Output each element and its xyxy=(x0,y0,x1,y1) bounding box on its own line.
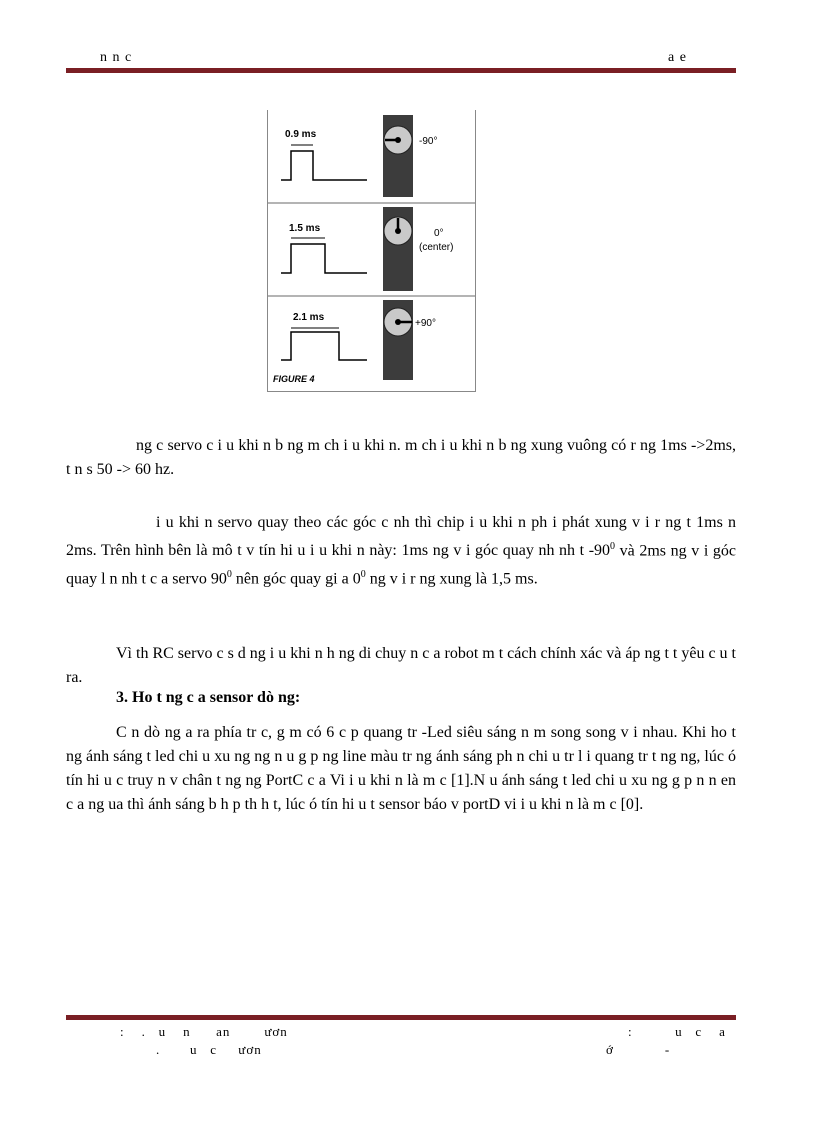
angle-sublabel-2: (center) xyxy=(419,242,454,253)
angle-label-1: -90° xyxy=(419,136,438,147)
pulse-label-1: 0.9 ms xyxy=(285,129,317,140)
header-right: a e xyxy=(668,50,687,65)
header-left: n n c xyxy=(100,50,133,65)
footer-left-line-1: : . u n an ươn xyxy=(120,1024,288,1039)
servo-pulse-figure xyxy=(267,110,476,392)
paragraph-1 xyxy=(66,434,736,482)
footer-left-line-2: . u c ươn xyxy=(156,1042,262,1057)
paragraph-2-text-a: i u khi n servo quay theo các góc c nh thì chip i u khi n ph i phát xung v i r ng t 1ms n 2ms. Trên hình bên là mô t v tín hi u i u khi n này: 1ms ng v i góc quay nh nh t -90 xyxy=(66,514,736,560)
pulse-label-3: 2.1 ms xyxy=(293,312,325,323)
paragraph-2-text-d: ng v i r ng xung là 1,5 ms. xyxy=(365,570,538,588)
superscript-1: 0 xyxy=(610,541,616,552)
superscript-2: 0 xyxy=(226,569,232,581)
section-heading: 3. Ho t ng c a sensor dò ng: xyxy=(116,689,301,706)
footer-right-line-2: ớ - xyxy=(606,1042,671,1057)
angle-label-2: 0° xyxy=(434,228,444,239)
footer-rule xyxy=(66,1015,736,1020)
paragraph-3: Vì th RC servo c s d ng i u khi n h ng di chuy n c a robot m t cách chính xác và áp ng t t yêu c u t ra. xyxy=(66,645,736,686)
header-rule xyxy=(66,68,736,73)
paragraph-2 xyxy=(66,511,736,592)
paragraph-1-text: ng c servo c i u khi n b ng m ch i u khi n. m ch i u khi n b ng xung vuông có r ng 1ms ->2ms, t n s 50 -> 60 hz. xyxy=(66,437,736,478)
paragraph-4: C n dò ng a ra phía tr c, g m có 6 c p quang tr -Led siêu sáng n m song song v i nhau. Khi ho t ng ánh sáng t led chi u xu ng ng n u g p ng line màu tr ng ánh sáng ph n chi u tr l i quang tr t ng ng, lúc ó tín hi u c truy n v chân t ng ng PortC c a Vi i u khi n là m c [1].N u ánh sáng t led chi u xu ng g p n n en c a ng ua thì ánh sáng b h p th h t, lúc ó tín hi u t sensor báo v portD vi i u khi n là m c [0]. xyxy=(66,724,736,813)
pulse-label-2: 1.5 ms xyxy=(289,223,321,234)
angle-label-3: +90° xyxy=(415,318,436,329)
footer-right-line-1: : u c a xyxy=(628,1024,726,1039)
paragraph-2-text-b: và 2ms ng v i góc quay l n nh t c a servo 90 xyxy=(66,542,737,588)
paragraph-2-text-c: nên góc quay gi a 0 xyxy=(231,570,361,588)
figure-caption: FIGURE 4 xyxy=(273,374,315,384)
superscript-3: 0 xyxy=(360,569,366,581)
